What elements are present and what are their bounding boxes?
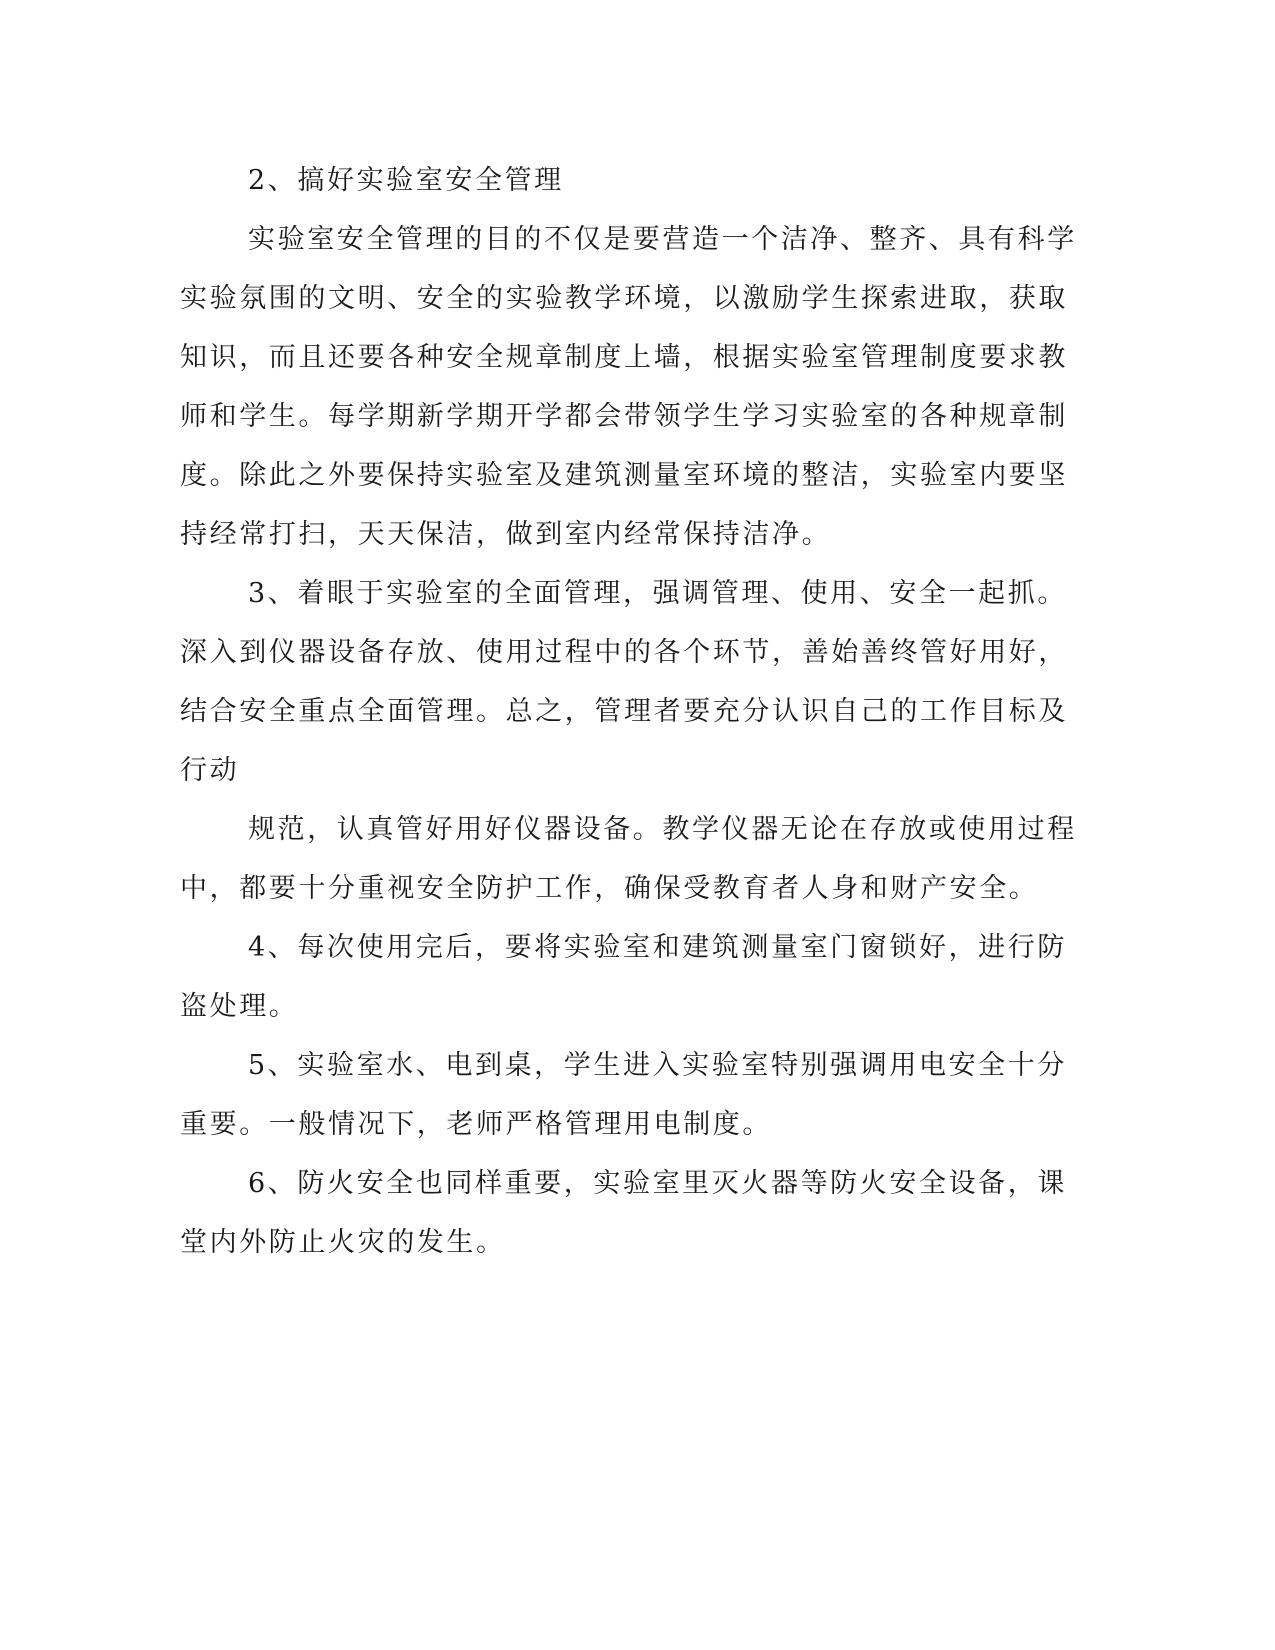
paragraph-line: 知识，而且还要各种安全规章制度上墙，根据实验室管理制度要求教 bbox=[180, 342, 1068, 373]
paragraph-line: 行动 bbox=[180, 755, 240, 786]
paragraph-line: 实验室安全管理的目的不仅是要营造一个洁净、整齐、具有科学 bbox=[248, 224, 1077, 255]
section-heading-4: 4、每次使用完后，要将实验室和建筑测量室门窗锁好，进行防 bbox=[248, 932, 1067, 963]
section-heading-3: 3、着眼于实验室的全面管理，强调管理、使用、安全一起抓。 bbox=[248, 578, 1067, 609]
paragraph-line: 中，都要十分重视安全防护工作，确保受教育者人身和财产安全。 bbox=[180, 873, 1039, 904]
paragraph-line: 实验氛围的文明、安全的实验教学环境，以激励学生探索进取，获取 bbox=[180, 283, 1068, 314]
paragraph-line: 规范，认真管好用好仪器设备。教学仪器无论在存放或使用过程 bbox=[248, 814, 1077, 845]
paragraph-line: 重要。一般情况下，老师严格管理用电制度。 bbox=[180, 1109, 772, 1140]
paragraph-line: 结合安全重点全面管理。总之，管理者要充分认识自己的工作目标及 bbox=[180, 696, 1068, 727]
paragraph-line: 盗处理。 bbox=[180, 991, 299, 1022]
section-heading-2: 2、搞好实验室安全管理 bbox=[248, 165, 564, 196]
paragraph-line: 持经常打扫，天天保洁，做到室内经常保持洁净。 bbox=[180, 519, 832, 550]
paragraph-line: 度。除此之外要保持实验室及建筑测量室环境的整洁，实验室内要坚 bbox=[180, 460, 1068, 491]
section-heading-5: 5、实验室水、电到桌，学生进入实验室特别强调用电安全十分 bbox=[248, 1050, 1067, 1081]
paragraph-line: 深入到仪器设备存放、使用过程中的各个环节，善始善终管好用好， bbox=[180, 637, 1068, 668]
paragraph-line: 堂内外防止火灾的发生。 bbox=[180, 1227, 506, 1258]
section-heading-6: 6、防火安全也同样重要，实验室里灭火器等防火安全设备，课 bbox=[248, 1168, 1067, 1199]
paragraph-line: 师和学生。每学期新学期开学都会带领学生学习实验室的各种规章制 bbox=[180, 401, 1068, 432]
